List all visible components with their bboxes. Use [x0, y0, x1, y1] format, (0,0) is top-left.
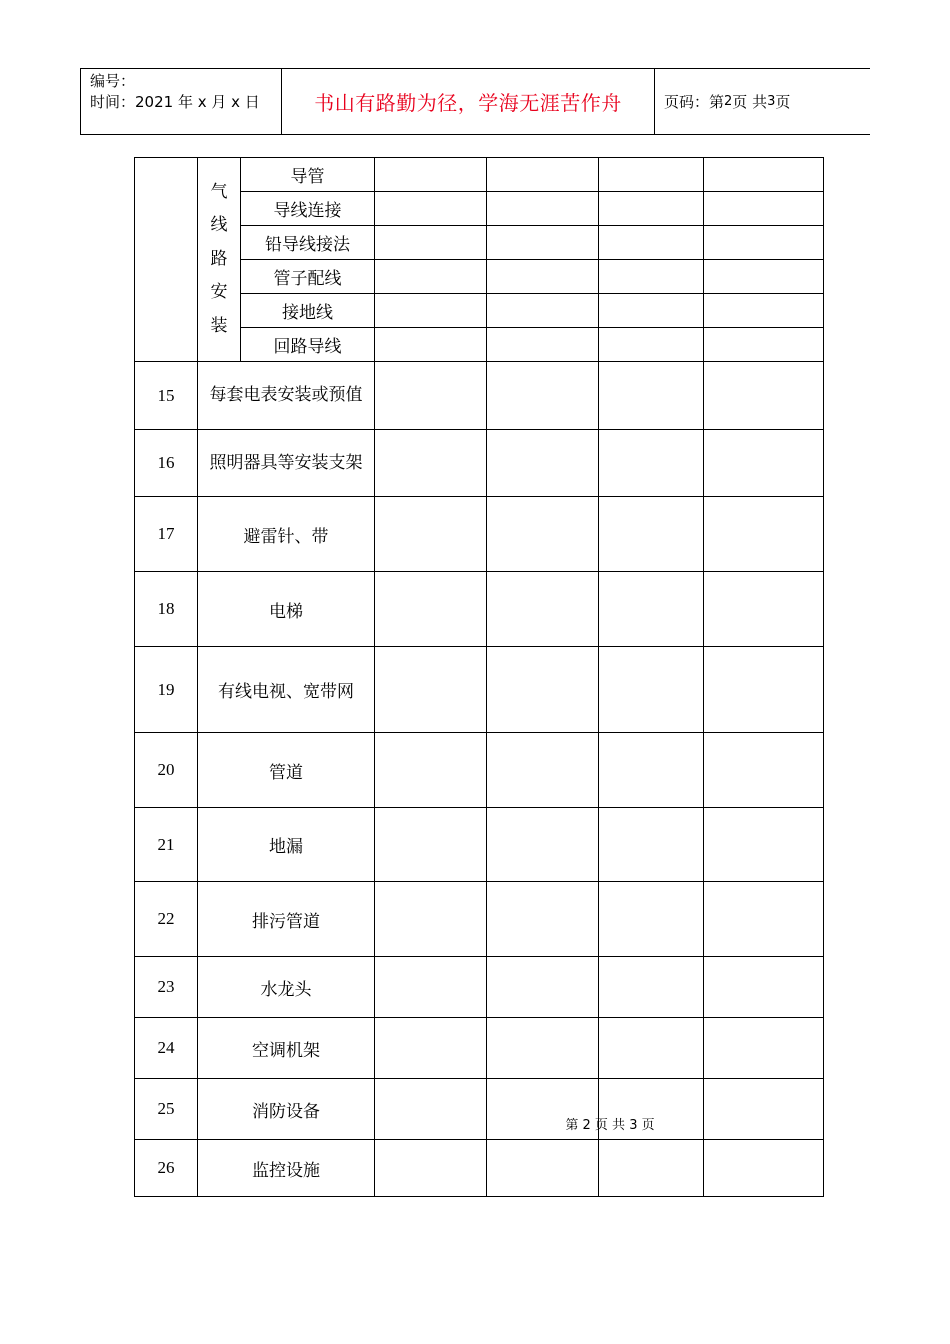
row-item-name: 每套电表安装或预值 — [198, 362, 375, 430]
table-cell — [375, 733, 487, 808]
row-number: 24 — [135, 1018, 198, 1079]
table-cell — [487, 957, 599, 1018]
table-cell — [375, 430, 487, 497]
table-cell — [375, 362, 487, 430]
table-cell — [704, 1018, 824, 1079]
page-total: 3 — [767, 94, 776, 109]
vertical-char: 路 — [210, 248, 228, 269]
row-item-name: 电梯 — [198, 572, 375, 647]
table-cell — [704, 192, 824, 226]
table-cell — [599, 733, 704, 808]
row-item-name: 地漏 — [198, 808, 375, 882]
header-page-cell — [655, 69, 870, 134]
row-number: 19 — [135, 647, 198, 733]
header-motto-cell — [282, 69, 655, 134]
vertical-char: 装 — [210, 315, 228, 336]
inspection-table — [134, 157, 824, 1197]
table-cell — [487, 294, 599, 328]
header-info-cell — [81, 69, 282, 134]
table-row — [135, 957, 824, 1018]
table-cell — [487, 733, 599, 808]
table-cell — [487, 260, 599, 294]
table-cell — [599, 808, 704, 882]
table-cell — [375, 1079, 487, 1140]
table-cell — [375, 957, 487, 1018]
page-end: 页 — [775, 93, 791, 111]
table-cell — [704, 647, 824, 733]
table-cell — [375, 882, 487, 957]
table-row — [135, 733, 824, 808]
row-number: 15 — [135, 362, 198, 430]
date-label: 时间：2021 年 x 月 x 日 — [90, 93, 260, 111]
table-row — [135, 158, 824, 192]
row-number: 20 — [135, 733, 198, 808]
table-cell — [487, 362, 599, 430]
table-cell — [375, 647, 487, 733]
table-cell — [487, 1018, 599, 1079]
motto-text: 书山有路勤为径，学海无涯苦作舟 — [314, 91, 622, 115]
table-row — [135, 362, 824, 430]
table-cell — [487, 226, 599, 260]
table-cell — [375, 192, 487, 226]
footer-page-number: 第 2 页 共 3 页 — [565, 1118, 655, 1133]
table-cell — [704, 1140, 824, 1197]
table-cell — [704, 808, 824, 882]
table-cell — [375, 158, 487, 192]
table-cell — [704, 733, 824, 808]
table-cell — [704, 260, 824, 294]
table-cell — [704, 882, 824, 957]
table-cell — [599, 158, 704, 192]
table-row — [135, 647, 824, 733]
table-row — [135, 497, 824, 572]
table-cell — [375, 328, 487, 362]
row-item-name: 排污管道 — [198, 882, 375, 957]
table-row — [135, 1018, 824, 1079]
table-cell — [375, 808, 487, 882]
table-cell — [704, 362, 824, 430]
table-cell — [487, 497, 599, 572]
table-cell — [599, 192, 704, 226]
row-item-name: 有线电视、宽带网 — [198, 647, 375, 733]
page-current: 2 — [724, 94, 733, 109]
table-cell — [599, 294, 704, 328]
table-cell — [375, 226, 487, 260]
table-cell — [599, 957, 704, 1018]
table-cell — [704, 158, 824, 192]
table-cell — [487, 158, 599, 192]
table-cell — [375, 497, 487, 572]
page-label: 页码：第 — [664, 93, 725, 111]
table-cell — [704, 294, 824, 328]
table-cell — [487, 192, 599, 226]
row-number: 16 — [135, 430, 198, 497]
table-cell — [487, 430, 599, 497]
table-cell — [599, 572, 704, 647]
table-cell — [375, 294, 487, 328]
row-number: 23 — [135, 957, 198, 1018]
row-number: 18 — [135, 572, 198, 647]
serial-label: 编号： — [90, 72, 136, 90]
row-item-name: 管道 — [198, 733, 375, 808]
table-cell — [704, 1079, 824, 1140]
table-cell — [487, 647, 599, 733]
table-cell — [487, 328, 599, 362]
row-number: 17 — [135, 497, 198, 572]
table-cell — [599, 260, 704, 294]
table-cell — [375, 1140, 487, 1197]
table-cell — [487, 808, 599, 882]
row-number: 25 — [135, 1079, 198, 1140]
table-cell — [375, 572, 487, 647]
table-row — [135, 572, 824, 647]
sub-item: 铅导线接法 — [241, 226, 375, 260]
table-cell — [704, 957, 824, 1018]
table-row — [135, 430, 824, 497]
table-cell — [599, 497, 704, 572]
table-cell — [599, 328, 704, 362]
table-cell — [487, 882, 599, 957]
vertical-char: 气 — [210, 181, 228, 202]
table-cell-num-empty — [135, 158, 198, 362]
table-cell — [704, 328, 824, 362]
table-cell — [487, 1140, 599, 1197]
table-cell — [704, 497, 824, 572]
table-row — [135, 1079, 824, 1140]
row-item-name: 消防设备 — [198, 1079, 375, 1140]
sub-item: 管子配线 — [241, 260, 375, 294]
table-cell — [599, 1018, 704, 1079]
table-cell — [599, 647, 704, 733]
row-item-name: 避雷针、带 — [198, 497, 375, 572]
table-cell — [375, 260, 487, 294]
table-cell — [704, 430, 824, 497]
vertical-char: 安 — [210, 282, 228, 303]
sub-item: 回路导线 — [241, 328, 375, 362]
document-header — [80, 68, 870, 135]
table-cell — [375, 1018, 487, 1079]
sub-item: 接地线 — [241, 294, 375, 328]
table-cell — [704, 226, 824, 260]
row-item-name: 照明器具等安装支架 — [198, 430, 375, 497]
page-mid: 页 共 — [732, 93, 768, 111]
row-number: 26 — [135, 1140, 198, 1197]
table-cell — [704, 572, 824, 647]
table-row — [135, 808, 824, 882]
sub-item: 导线连接 — [241, 192, 375, 226]
section-vertical-label — [198, 158, 241, 362]
table-row — [135, 1140, 824, 1197]
table-cell — [599, 362, 704, 430]
row-item-name: 水龙头 — [198, 957, 375, 1018]
vertical-char: 线 — [210, 215, 228, 236]
row-number: 22 — [135, 882, 198, 957]
row-number: 21 — [135, 808, 198, 882]
table-row — [135, 882, 824, 957]
row-item-name: 空调机架 — [198, 1018, 375, 1079]
table-cell — [599, 1140, 704, 1197]
sub-item: 导管 — [241, 158, 375, 192]
table-cell — [487, 572, 599, 647]
row-item-name: 监控设施 — [198, 1140, 375, 1197]
table-cell — [599, 430, 704, 497]
table-cell — [599, 226, 704, 260]
table-cell — [599, 882, 704, 957]
